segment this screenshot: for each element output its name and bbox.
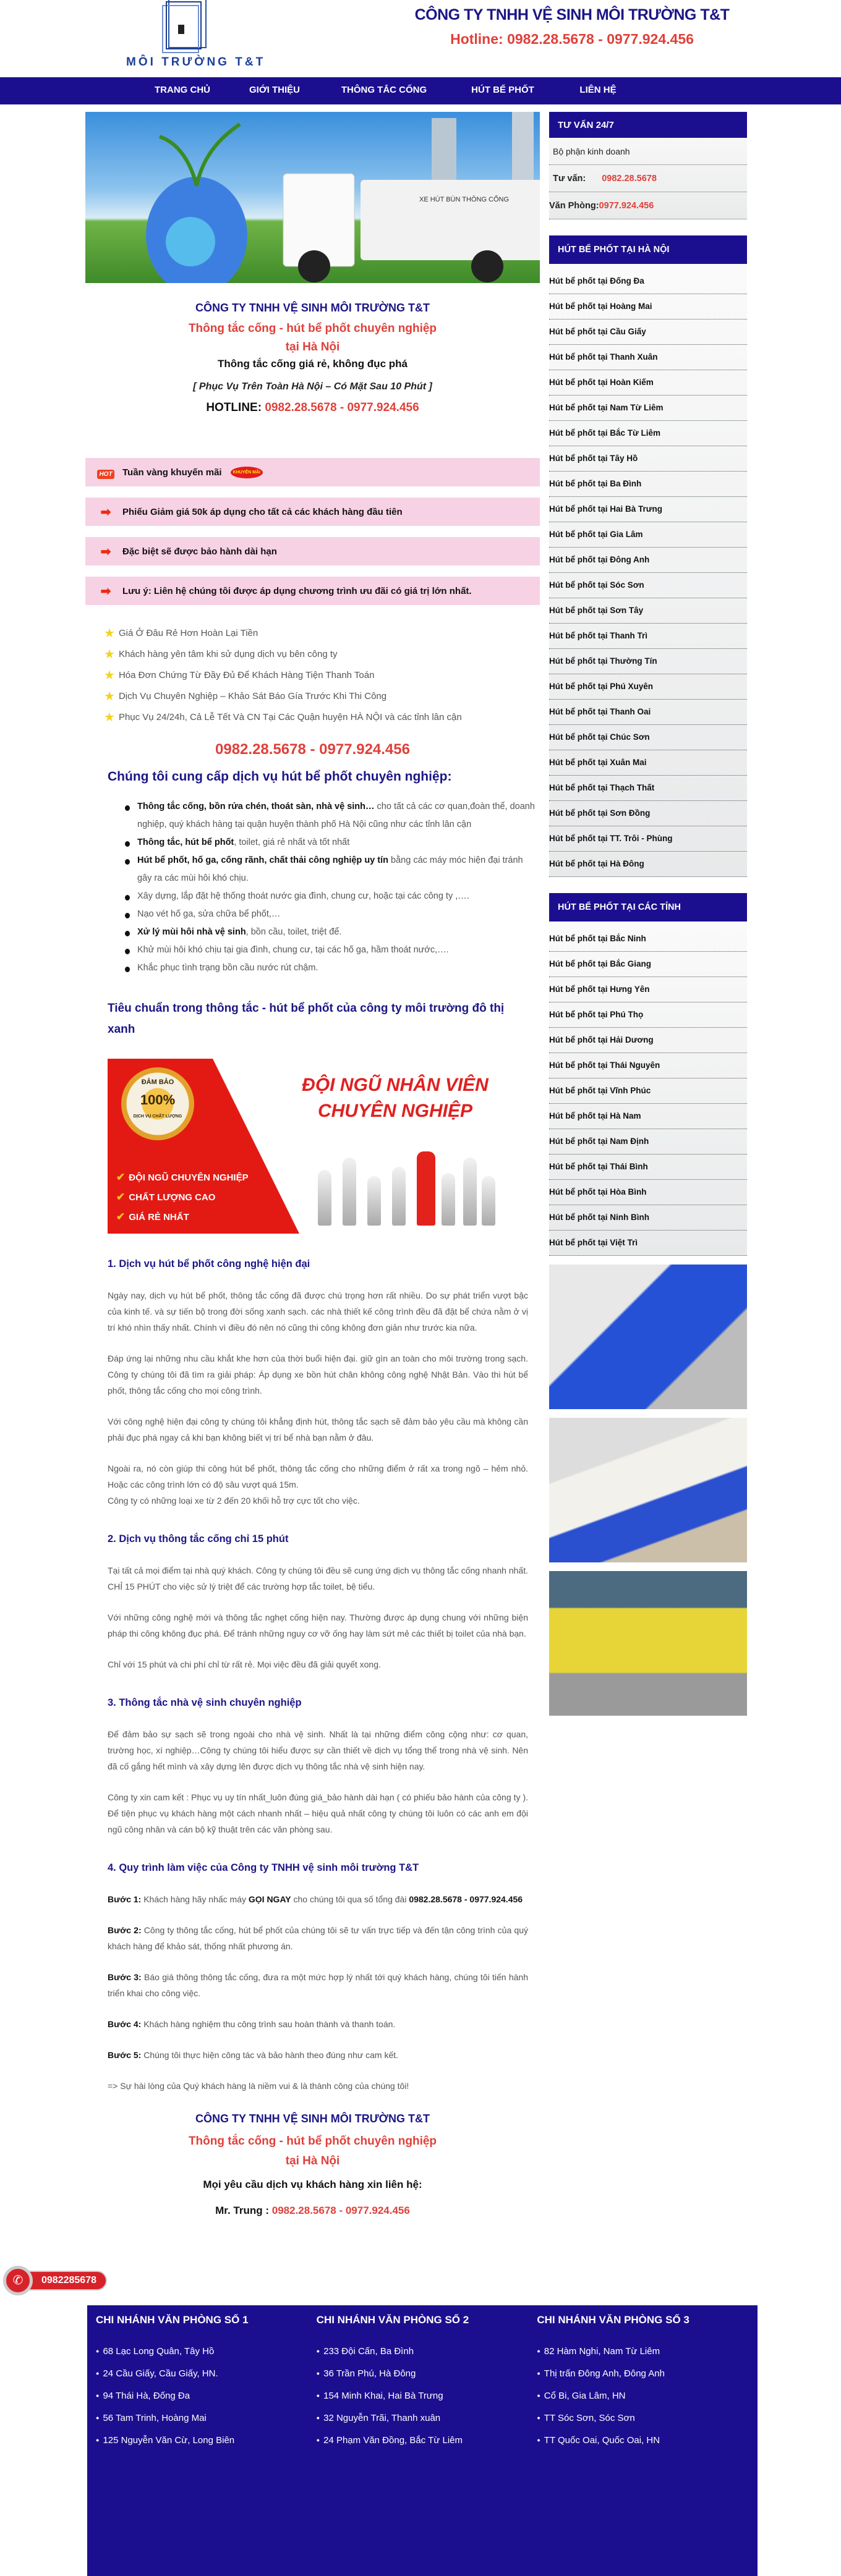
sidebar <box>549 112 747 1716</box>
check-item <box>116 1171 249 1191</box>
service-item <box>129 905 540 923</box>
step-label: Bước 4: <box>108 2019 142 2029</box>
province-list <box>549 922 747 1256</box>
branch-address: ● Cổ Bi, Gia Lâm, HN <box>537 2391 758 2413</box>
branch-address: ● 94 Thái Hà, Đống Đa <box>96 2391 317 2413</box>
sidebar-link[interactable]: Hút bể phốt tại Thường Tín <box>549 649 747 674</box>
sidebar-link[interactable]: Hút bể phốt tại Chúc Sơn <box>549 725 747 750</box>
sidebar-link[interactable]: Hút bể phốt tại Sóc Sơn <box>549 573 747 598</box>
service-text: Xây dựng, lắp đặt hệ thống thoát nước gia đình, chung cư, hoặc tại các công ty ,…. <box>137 891 469 901</box>
team-checks <box>116 1171 249 1231</box>
sidebar-link[interactable]: Hút bể phốt tại Phú Thọ <box>549 1002 747 1028</box>
person-figure <box>482 1176 495 1226</box>
sidebar-link[interactable]: Hút bể phốt tại Ba Đình <box>549 472 747 497</box>
branch-address: ● 125 Nguyễn Văn Cừ, Long Biên <box>96 2435 317 2457</box>
phone-line[interactable]: 0982.28.5678 - 0977.924.456 <box>215 741 410 758</box>
sidebar-link[interactable]: Hút bể phốt tại Việt Trì <box>549 1231 747 1256</box>
nav-item-drain-cleaning[interactable]: THÔNG TẮC CỐNG <box>341 85 427 95</box>
paragraph: Với công nghệ hiện đại công ty chúng tôi khẳng định hút, thông tắc sạch sẽ đảm bảo yêu cầu mà không cần phải đục phá ngay cả khi bạn không biết vị trí bể nhà bạn nằm ở đâu. <box>108 1417 528 1443</box>
branch-column <box>537 2314 758 2576</box>
step-4 <box>108 2016 528 2032</box>
contact-person <box>85 2205 540 2217</box>
check-text: CHẤT LƯỢNG CAO <box>129 1192 216 1203</box>
team-title-line: CHUYÊN NGHIỆP <box>317 1101 473 1121</box>
feature-item <box>104 664 540 685</box>
promo-item <box>85 458 540 486</box>
check-item <box>116 1191 249 1211</box>
sidebar-link[interactable]: Hút bể phốt tại TT. Trôi - Phùng <box>549 826 747 852</box>
check-item <box>116 1211 249 1231</box>
step-text: Chúng tôi thực hiện công tác và bảo hành theo đúng như cam kết. <box>141 2050 399 2060</box>
step-2 <box>108 1922 528 1954</box>
branch-column <box>317 2314 537 2576</box>
hotline-numbers[interactable]: 0982.28.5678 - 0977.924.456 <box>265 401 419 414</box>
sidebar-link[interactable]: Hút bể phốt tại Thanh Xuân <box>549 345 747 370</box>
step-1 <box>108 1891 528 1907</box>
consult-body <box>549 138 747 219</box>
step-text: Báo giá thông thông tắc cống, đưa ra một mức hợp lý nhất tới quý khách hàng, chúng tôi tiến hành triển khai cho công việc. <box>108 1972 529 1998</box>
contact-name: Mr. Trung : <box>215 2205 272 2216</box>
contact-block <box>85 2112 540 2217</box>
sidebar-link[interactable]: Hút bể phốt tại Thanh Trì <box>549 624 747 649</box>
sidebar-link[interactable]: Hút bể phốt tại Nam Từ Liêm <box>549 396 747 421</box>
intro-slogan-line: tại Hà Nội <box>285 341 340 354</box>
sidebar-link[interactable]: Hút bể phốt tại Thái Bình <box>549 1155 747 1180</box>
branch-address: ● 24 Phạm Văn Đồng, Bắc Từ Liêm <box>317 2435 537 2457</box>
branch-address: ● TT Sóc Sơn, Sóc Sơn <box>537 2413 758 2435</box>
team-title-line: ĐỘI NGŨ NHÂN VIÊN <box>302 1075 489 1095</box>
contact-request: Mọi yêu cầu dịch vụ khách hàng xin liên hệ: <box>203 2179 422 2190</box>
consult-box <box>549 112 747 219</box>
step-label: Bước 3: <box>108 1972 142 1982</box>
check-icon: ✔ <box>116 1171 126 1183</box>
promo-list <box>85 458 540 605</box>
step-label: Bước 5: <box>108 2050 142 2060</box>
services-heading: Chúng tôi cung cấp dịch vụ hút bể phốt chuyên nghiệp: <box>108 769 452 784</box>
feature-item <box>104 706 540 727</box>
logo-text: MÔI TRƯỜNG T&T <box>126 56 266 69</box>
phone-icon[interactable]: ✆ <box>3 2266 33 2295</box>
service-item <box>129 852 540 888</box>
feature-item <box>104 685 540 706</box>
logo-mark <box>178 25 184 34</box>
branch-column <box>96 2314 317 2576</box>
branch-title: CHI NHÁNH VĂN PHÒNG SỐ 2 <box>316 2314 469 2326</box>
service-text: Khử mùi hôi khó chịu tại gia đình, chung cư, tại các hố ga, hầm thoát nước,…. <box>137 945 449 955</box>
section-heading: 3. Thông tắc nhà vệ sinh chuyên nghiệp <box>108 1697 302 1708</box>
person-figure <box>442 1173 455 1226</box>
feature-text: Dịch Vụ Chuyên Nghiệp – Khảo Sát Báo Gía Trước Khi Thi Công <box>118 690 387 701</box>
call-now-text: GỌI NGAY <box>248 1894 291 1904</box>
sidebar-link[interactable]: Hút bể phốt tại Tây Hồ <box>549 446 747 472</box>
seal-bottom: DỊCH VỤ CHẤT LƯỢNG <box>133 1114 182 1119</box>
feature-text: Khách hàng yên tâm khi sử dụng dịch vụ bên công ty <box>118 648 338 659</box>
sidebar-link[interactable]: Hút bể phốt tại Thái Nguyên <box>549 1053 747 1078</box>
hot-label: HOT <box>97 470 114 479</box>
star-icon: ★ <box>104 647 115 661</box>
sidebar-link[interactable]: Hút bể phốt tại Bắc Giang <box>549 952 747 977</box>
paragraph <box>108 1460 528 1509</box>
branch-address: ● 154 Minh Khai, Hai Bà Trưng <box>317 2391 537 2413</box>
site-header <box>0 0 841 77</box>
intro-hotline <box>85 401 540 415</box>
truck-wheel <box>471 250 503 282</box>
sidebar-link[interactable]: Hút bể phốt tại Hoàng Mai <box>549 294 747 320</box>
sidebar-link[interactable]: Hút bể phốt tại Vĩnh Phúc <box>549 1078 747 1104</box>
section-heading: 1. Dịch vụ hút bể phốt công nghệ hiện đại <box>108 1258 310 1269</box>
header-hotline: Hotline: 0982.28.5678 - 0977.924.456 <box>450 31 694 47</box>
service-text: cho tất cả các cơ quan,đoàn thể, doanh nghiệp, quý khách hàng tại quận huyện thành phố Hà Nội cũng như các tỉnh lân cận <box>137 802 535 829</box>
hero-banner <box>85 112 540 283</box>
check-icon: ✔ <box>116 1211 126 1222</box>
sidebar-link[interactable]: Hút bể phốt tại Hoàn Kiếm <box>549 370 747 396</box>
check-text: GIÁ RẺ NHẤT <box>129 1212 189 1222</box>
team-image <box>108 1059 508 1234</box>
paragraph: Chỉ với 15 phút và chi phí chỉ từ rất rẻ. Mọi việc đều đã giải quyết xong. <box>108 1659 381 1669</box>
paragraph: Đáp ứng lại những nhu cầu khắt khe hơn của thời buổi hiện đại. giữ gìn an toàn cho môi trường trong sạch. Công ty chúng tôi đã tìm ra giải pháp: Áp dụng xe bồn hút chân không công nghệ Nhật Bản. Vào thi hút bể phốt, thông tắc cống cho mọi công trình. <box>108 1354 528 1396</box>
step-phone[interactable]: 0982.28.5678 - 0977.924.456 <box>409 1894 523 1904</box>
consult-title: TƯ VẤN 24/7 <box>549 112 747 138</box>
sidebar-link[interactable]: Hút bể phốt tại Phú Xuyên <box>549 674 747 700</box>
promo-item <box>85 577 540 605</box>
feature-text: Giá Ở Đâu Rẻ Hơn Hoàn Lại Tiền <box>118 627 258 638</box>
sidebar-link[interactable]: Hút bể phốt tại Đông Anh <box>549 548 747 573</box>
service-text: , toilet, giá rẻ nhất và tốt nhất <box>234 837 350 847</box>
main-content <box>85 112 540 2217</box>
intro-slogan-line: Thông tắc cống - hút bể phốt chuyên nghiệp <box>188 322 437 335</box>
service-bold: Hút bể phốt, hố ga, cống rãnh, chất thải công nghiệp uy tín <box>137 855 388 865</box>
nav-item-about[interactable]: GIỚI THIỆU <box>249 85 300 95</box>
seal-top: ĐẢM BẢO <box>141 1078 174 1086</box>
promo-badge: KHUYẾN MÃI <box>231 467 263 478</box>
section-heading: 2. Dịch vụ thông tắc cống chỉ 15 phút <box>108 1533 289 1544</box>
feature-item <box>104 643 540 664</box>
hanoi-title: HÚT BỂ PHỐT TẠI HÀ NỘI <box>549 235 747 264</box>
intro-block <box>85 302 540 415</box>
service-list <box>129 798 540 977</box>
promo-item <box>85 537 540 566</box>
sidebar-link[interactable]: Hút bể phốt tại Hai Bà Trưng <box>549 497 747 522</box>
consult-dept: Bộ phận kinh doanh <box>549 138 747 165</box>
step-text: cho chúng tôi qua số tổng đài <box>291 1894 409 1904</box>
service-bold: Xử lý mùi hôi nhà vệ sinh <box>137 927 246 937</box>
nav-item-contact[interactable]: LIÊN HỆ <box>579 85 617 95</box>
service-text: bằng các máy móc hiện đại tránh gây ra các mùi hôi khó chịu. <box>137 855 523 883</box>
company-title: CÔNG TY TNHH VỆ SINH MÔI TRƯỜNG T&T <box>414 6 730 23</box>
service-text: Nạo vét hố ga, sửa chữa bể phốt,… <box>137 909 281 919</box>
step-3 <box>108 1969 528 2001</box>
star-icon: ★ <box>104 710 115 724</box>
star-icon: ★ <box>104 626 115 640</box>
paragraph: Ngày nay, dịch vụ hút bể phốt, thông tắc cống đã được chú trọng hơn rất nhiều. Do sự phát triển vượt bậc của kinh tế. và sự tiến bộ trong đời sống xanh sạch. các nhà thiết kế công trình đều đã đặt bể chứa nằm ở vị trí khó nhìn thấy nhất. Chính vì điều đó nên nó cũng thi công không đơn giản như trước kia nữa. <box>108 1290 528 1332</box>
feature-list <box>104 622 540 727</box>
service-item <box>129 941 540 959</box>
office-phone[interactable]: 0977.924.456 <box>599 200 654 211</box>
person-figure <box>417 1151 435 1226</box>
branch-address: ● 24 Cầu Giấy, Cầu Giấy, HN. <box>96 2368 317 2391</box>
nav-item-septic-pumping[interactable]: HÚT BỂ PHỐT <box>471 85 534 95</box>
step-text: Khách hàng hãy nhấc máy <box>141 1894 249 1904</box>
province-links <box>549 893 747 1256</box>
sidebar-link[interactable]: Hút bể phốt tại Hà Đông <box>549 852 747 877</box>
sidebar-link[interactable]: Hút bể phốt tại Thạch Thất <box>549 776 747 801</box>
contact-phones[interactable]: 0982.28.5678 - 0977.924.456 <box>271 2205 410 2216</box>
sidebar-link[interactable]: Hút bể phốt tại Hòa Bình <box>549 1180 747 1205</box>
consult-phone[interactable]: 0982.28.5678 <box>602 173 657 184</box>
sidebar-link[interactable]: Hút bể phốt tại Xuân Mai <box>549 750 747 776</box>
step-text: Công ty thông tắc cống, hút bể phốt của chúng tôi sẽ tư vấn trực tiếp và đến tận công trình của quý khách hàng để khảo sát, thống nhất phương án. <box>108 1925 529 1951</box>
province-title: HÚT BỂ PHỐT TẠI CÁC TỈNH <box>549 893 747 922</box>
quality-seal <box>121 1067 194 1140</box>
branch-title: CHI NHÁNH VĂN PHÒNG SỐ 3 <box>537 2314 689 2326</box>
consult-label: Tư vấn: <box>553 173 586 184</box>
sidebar-link[interactable]: Hút bể phốt tại Sơn Đồng <box>549 801 747 826</box>
branch-address: ● 56 Tam Trinh, Hoàng Mai <box>96 2413 317 2435</box>
sidebar-link[interactable]: Hút bể phốt tại Hải Dương <box>549 1028 747 1053</box>
sidebar-link[interactable]: Hút bể phốt tại Bắc Từ Liêm <box>549 421 747 446</box>
service-item <box>129 888 540 905</box>
branch-address: ● TT Quốc Oai, Quốc Oai, HN <box>537 2435 758 2457</box>
sidebar-link[interactable]: Hút bể phốt tại Sơn Tây <box>549 598 747 624</box>
nav-item-home[interactable]: TRANG CHỦ <box>155 85 210 95</box>
sidebar-link[interactable]: Hút bể phốt tại Ninh Bình <box>549 1205 747 1231</box>
seal-percent: 100% <box>140 1092 176 1108</box>
arrow-right-icon: ➡ <box>100 505 111 519</box>
sidebar-link[interactable]: Hút bể phốt tại Thanh Oai <box>549 700 747 725</box>
step-label: Bước 1: <box>108 1894 142 1904</box>
branch-address: ● 36 Trần Phú, Hà Đông <box>317 2368 537 2391</box>
feature-item <box>104 622 540 643</box>
check-text: ĐỘI NGŨ CHUYÊN NGHIỆP <box>129 1172 249 1183</box>
footer-branches <box>87 2305 758 2576</box>
person-figure <box>367 1176 381 1226</box>
promo-text: Tuần vàng khuyến mãi <box>122 467 222 478</box>
promo-text: Phiếu Giảm giá 50k áp dụng cho tất cả các khách hàng đầu tiên <box>122 506 403 517</box>
person-figure <box>392 1167 406 1226</box>
people-figures <box>305 1139 497 1232</box>
step-text: Khách hàng nghiệm thu công trình sau hoàn thành và thanh toán. <box>141 2019 396 2029</box>
paragraph: Để đảm bảo sự sạch sẽ trong ngoài cho nhà vệ sinh. Nhất là tại những điểm công cộng như: cơ quan, trường học, xí nghiệp…Công ty chúng tôi hiểu được sự cần thiết về dịch vụ tổng thể trong nhà vệ sinh. Nên đã cố gắng hết mình và xây dựng lên được dịch vụ thông tắc nhà vệ sinh hiện nay. <box>108 1729 528 1771</box>
sprout-icon <box>160 124 240 186</box>
truck-label: XE HÚT BÙN THÔNG CỐNG <box>419 196 510 203</box>
floating-call-button[interactable] <box>3 2266 108 2295</box>
office-label: Văn Phòng: <box>549 200 599 211</box>
hanoi-list <box>549 264 747 877</box>
photo-drain-cleaning <box>549 1265 747 1409</box>
contact-company: CÔNG TY TNHH VỆ SINH MÔI TRƯỜNG T&T <box>195 2112 430 2125</box>
arrow-right-icon: ➡ <box>100 544 111 559</box>
article <box>108 1258 528 2094</box>
service-item <box>129 923 540 941</box>
promo-text: Lưu ý: Liên hệ chúng tôi được áp dụng chương trình ưu đãi có giá trị lớn nhất. <box>122 585 472 596</box>
branch-address: ● Thị trấn Đông Anh, Đông Anh <box>537 2368 758 2391</box>
person-figure <box>343 1158 356 1226</box>
banner-illustration <box>85 112 540 283</box>
globe-highlight <box>166 217 215 266</box>
intro-company: CÔNG TY TNHH VỆ SINH MÔI TRƯỜNG T&T <box>195 302 430 314</box>
logo[interactable] <box>124 0 266 77</box>
intro-tagline: [ Phục Vụ Trên Toàn Hà Nội – Có Mặt Sau 10 Phút ] <box>193 381 432 392</box>
sidebar-link[interactable]: Hút bể phốt tại Hà Nam <box>549 1104 747 1129</box>
contact-slogan <box>85 2132 540 2171</box>
person-figure <box>463 1158 477 1226</box>
consult-phone-row <box>549 165 747 192</box>
branch-address-list <box>96 2346 317 2457</box>
office-phone-row <box>549 192 747 219</box>
intro-slogan <box>85 320 540 357</box>
feature-text: Phục Vụ 24/24h, Cả Lễ Tết Và CN Tại Các Quận huyện HÀ NỘI và các tỉnh lân cận <box>118 711 462 722</box>
sidebar-link[interactable]: Hút bể phốt tại Gia Lâm <box>549 522 747 548</box>
branch-address: ● 233 Đội Cấn, Ba Đình <box>317 2346 537 2368</box>
star-icon: ★ <box>104 668 115 682</box>
paragraph-line: Công ty có những loại xe từ 2 đến 20 khối hỗ trợ cực tốt cho việc. <box>108 1496 360 1506</box>
branch-address: ● 68 Lạc Long Quân, Tây Hồ <box>96 2346 317 2368</box>
sidebar-link[interactable]: Hút bể phốt tại Đống Đa <box>549 269 747 294</box>
truck-wheel <box>298 250 330 282</box>
truck-tank <box>361 180 540 260</box>
branch-title: CHI NHÁNH VĂN PHÒNG SỐ 1 <box>96 2314 249 2326</box>
branch-address: ● 32 Nguyễn Trãi, Thanh xuân <box>317 2413 537 2435</box>
team-title <box>293 1072 497 1124</box>
hotline-label: HOTLINE: <box>206 401 265 414</box>
intro-subtitle: Thông tắc cống giá rẻ, không đục phá <box>218 358 408 370</box>
branch-address-list <box>317 2346 537 2457</box>
paragraph-line: Ngoài ra, nó còn giúp thi công hút bể phốt, thông tắc cống cho những điểm ở rất xa trong ngõ – hẻm nhỏ. Hoặc các công trình lớn có độ sâu vượt quá 15m. <box>108 1464 528 1489</box>
paragraph: Tại tất cả mọi điểm tại nhà quý khách. Công ty chúng tôi đều sẽ cung ứng dịch vụ thông tắc cống nhanh nhất. CHỈ 15 PHÚT cho việc sử lý triệt để các trường hợp tắc toilet, bệ tiểu. <box>108 1566 528 1591</box>
branch-address-list <box>537 2346 758 2457</box>
step-5 <box>108 2047 528 2063</box>
paragraph: Công ty xin cam kết : Phục vụ uy tín nhất_luôn đúng giá_bảo hành dài hạn ( có phiếu bảo hành của công ty ). Để tiện phục vụ khách hàng một cách nhanh nhất – hiệu quả nhất công ty chúng tôi luôn có các anh em đội ngũ công nhân và cán bộ kỹ thuật trên các văn phòng sau. <box>108 1792 528 1834</box>
arrow-right-icon: ➡ <box>100 584 111 598</box>
service-item <box>129 834 540 852</box>
step-label: Bước 2: <box>108 1925 142 1935</box>
call-number[interactable]: 0982285678 <box>27 2271 107 2290</box>
sidebar-link[interactable]: Hút bể phốt tại Nam Định <box>549 1129 747 1155</box>
standards-heading: Tiêu chuẩn trong thông tắc - hút bể phốt của công ty môi trường đô thị xanh <box>108 1002 505 1036</box>
hot-icon <box>96 465 115 480</box>
branch-address: ● 82 Hàm Nghi, Nam Từ Liêm <box>537 2346 758 2368</box>
check-icon: ✔ <box>116 1191 126 1203</box>
service-text: , bồn cầu, toilet, triệt để. <box>245 927 342 937</box>
photo-pump-truck <box>549 1571 747 1716</box>
service-bold: Thông tắc cống, bồn rửa chén, thoát sàn, nhà vệ sinh… <box>137 802 375 811</box>
paragraph: Với những công nghệ mới và thông tắc nghẹt cống hiện nay. Thường được áp dụng chung với những biện pháp thi công không đục phá. Để tránh những nguy cơ vỡ ống hay làm sứt mẻ các thiết bị toilet của nhà bạn. <box>108 1612 528 1638</box>
contact-slogan-line: tại Hà Nội <box>285 2154 340 2167</box>
person-figure <box>318 1170 331 1226</box>
service-item <box>129 959 540 977</box>
sidebar-link[interactable]: Hút bể phốt tại Hưng Yên <box>549 977 747 1002</box>
promo-item <box>85 498 540 526</box>
contact-slogan-line: Thông tắc cống - hút bể phốt chuyên nghiệp <box>188 2135 437 2148</box>
feature-text: Hóa Đơn Chứng Từ Đầy Đủ Để Khách Hàng Tiện Thanh Toán <box>118 669 375 680</box>
photo-toilet-unclogging <box>549 1418 747 1562</box>
service-item <box>129 798 540 834</box>
promo-text: Đặc biệt sẽ được bảo hành dài hạn <box>122 546 277 557</box>
star-icon: ★ <box>104 689 115 703</box>
sidebar-link[interactable]: Hút bể phốt tại Bắc Ninh <box>549 926 747 952</box>
section-heading: 4. Quy trình làm việc của Công ty TNHH vệ sinh môi trường T&T <box>108 1862 419 1873</box>
closing-line: => Sự hài lòng của Quý khách hàng là niềm vui & là thành công của chúng tôi! <box>108 2081 409 2091</box>
hanoi-links <box>549 235 747 877</box>
service-bold: Thông tắc, hút bể phốt <box>137 837 234 847</box>
sidebar-link[interactable]: Hút bể phốt tại Cầu Giấy <box>549 320 747 345</box>
service-text: Khắc phục tình trạng bồn cầu nước rút chậm. <box>137 963 318 973</box>
main-nav <box>0 77 841 104</box>
